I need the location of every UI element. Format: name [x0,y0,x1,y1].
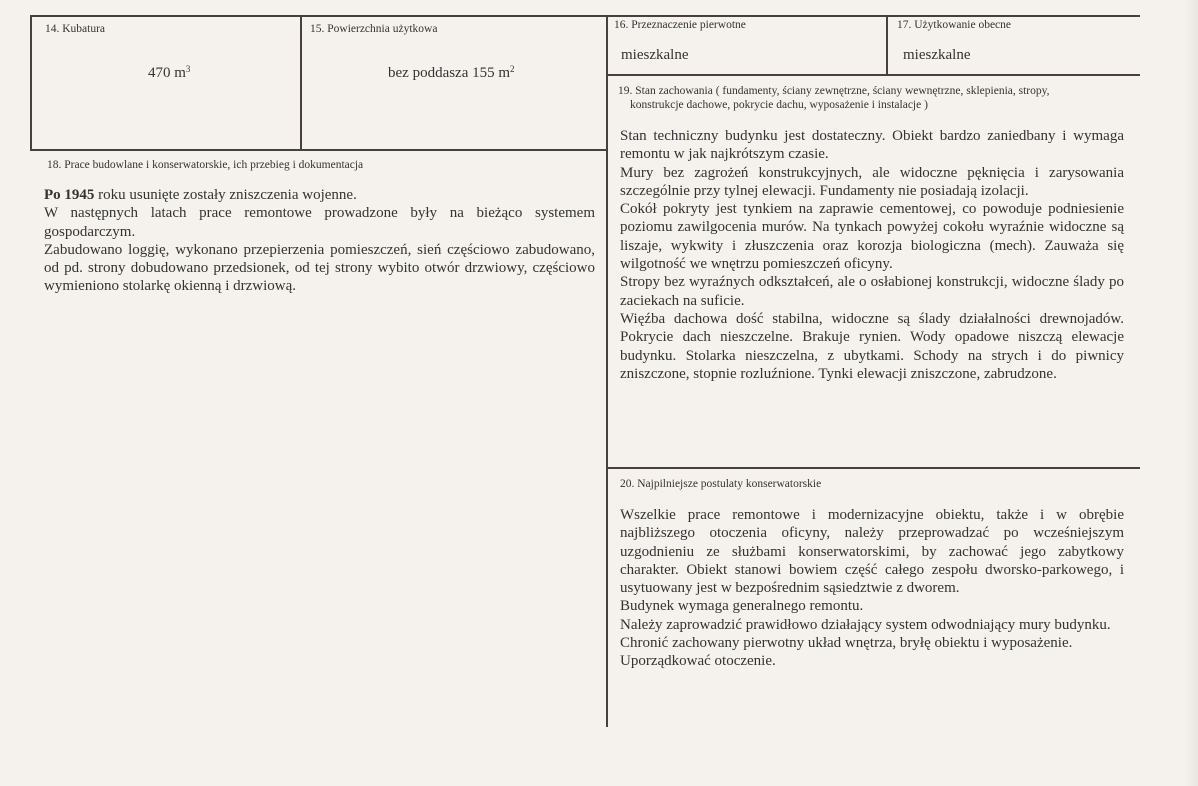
field-18-label: 18. Prace budowlane i konserwatorskie, ich przebieg i dokumentacja [47,159,364,171]
field-19-text: Stan techniczny budynku jest dostateczny. Obiekt bardzo zaniedbany i wymaga remontu w jak najkrótszym czasie. Mury bez zagrożeń konstrukcyjnych, ale widoczne pęknięcia i zarysowania szczególnie przy tylnej elewacji. Fundamenty nie posiadają izolacji. Cokół pokryty jest tynkiem na zaprawie cementowej, co powoduje podniesienie poziomu zawilgocenia murów. Na tynkach powyżej cokołu wyraźnie widoczne są liszaje, wykwity i złuszczenia oraz korozja biologiczna (mech). Zauważa się wilgotność we wnętrzu pomieszczeń oficyny. Stropy bez wyraźnych odkształceń, ale o osłabionej konstrukcji, widoczne ślady po zaciekach na suficie. Więźba dachowa dość stabilna, widoczne są ślady działalności drewnojadów. Pokrycie dach nieszczelne. Brakuje rynien. Wody opadowe niszczą elewacje budynku. Stolarka nieszczelna, z ubytkami. Schody na strych i do piwnicy zniszczone, stopnie rozluźnione. Tynki elewacji zniszczone, zabrudzone. [620,128,1124,382]
field-19-label: 19. Stan zachowania ( fundamenty, ściany zewnętrzne, ściany wewnętrzne, sklepienia, stropy, konstrukcje dachowe, pokrycie dachu, wyposażenie i instalacje ) [618,85,1050,111]
rule-above-20 [608,467,1140,469]
rule-above-19 [608,74,1140,76]
field-20-text: Wszelkie prace remontowe i modernizacyjne obiektu, także i w obrębie najbliższego otoczenia oficyny, należy przeprowadzać po wcześniejszym uzgodnieniu ze służbami konserwatorskimi, by zachować jego zabytkowy charakter. Obiekt stanowi bowiem część całego zespołu dworsko-parkowego, i usytuowany jest w bezpośrednim sąsiedztwie z dworem. Budynek wymaga generalnego remontu. Należy zaprowadzić prawidłowo działający system odwodniający mury budynku. Chronić zachowany pierwotny układ wnętrza, bryłę obiektu i wyposażenie. Uporządkować otoczenie. [620,507,1124,670]
divider-16-17 [886,15,888,75]
field-18-lead-year: Po 1945 [44,187,95,203]
divider-14-15 [300,15,302,150]
field-16-value: mieszkalne [621,47,689,63]
field-18-text: Po 1945 roku usunięte zostały zniszczenia wojenne. W następnych latach prace remontowe prowadzone były na bieżąco systemem gospodarczym. Zabudowano loggię, wykonano przepierzenia pomieszczeń, sień częściowo zabudowano, od pd. strony dobudowano przedsionek, od tej strony wybito otwór drzwiowy, częściowo wymieniono stolarkę okienną i drzwiową. [44,187,595,295]
center-vertical-rule [606,15,608,727]
field-14-label: 14. Kubatura [45,23,106,35]
field-20-label: 20. Najpilniejsze postulaty konserwatorskie [620,478,822,490]
rule-above-18 [30,149,608,151]
field-17-value: mieszkalne [903,47,971,63]
field-15-value: bez poddasza 155 $m^2$ [388,64,515,81]
field-14-value: 470 $m^3$ [148,64,191,81]
left-vertical-rule [30,15,32,150]
top-rule [30,15,1140,17]
scan-edge-shade [1184,0,1198,786]
field-17-label: 17. Użytkowanie obecne [897,19,1012,31]
field-15-label: 15. Powierzchnia użytkowa [310,23,438,35]
field-16-label: 16. Przeznaczenie pierwotne [614,19,746,31]
